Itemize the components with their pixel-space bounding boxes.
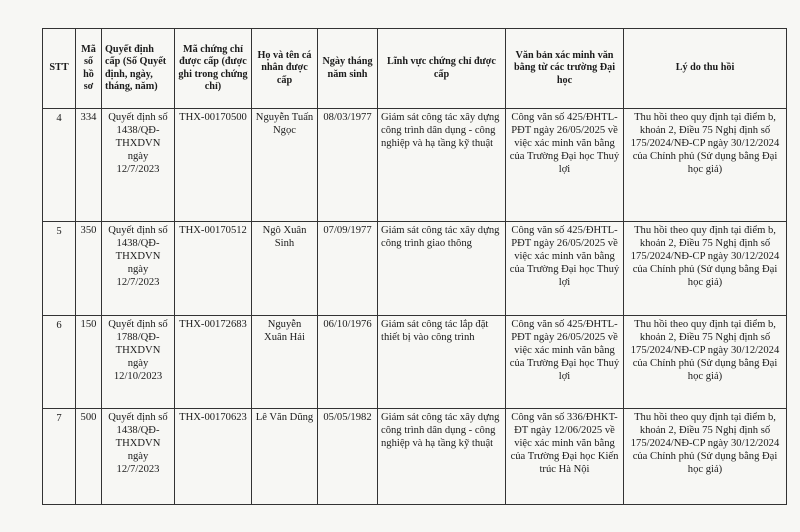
header-ma-chung-chi: Mã chứng chỉ được cấp (được ghi trong chứng chỉ)	[175, 29, 252, 109]
cell-stt: 5	[43, 222, 76, 316]
header-ly-do: Lý do thu hồi	[624, 29, 787, 109]
cell-ly-do: Thu hồi theo quy định tại điểm b, khoản 2, Điều 75 Nghị định số 175/2024/NĐ-CP ngày 30/12/2024 của Chính phủ (Sử dụng bằng Đại học giả)	[624, 409, 787, 505]
cell-ho-ten: Lê Văn Dũng	[252, 409, 318, 505]
table-row	[43, 316, 787, 409]
cell-van-ban: Công văn số 425/ĐHTL-PĐT ngày 26/05/2025 về việc xác minh văn bằng của Trường Đại học Thuỷ lợi	[506, 222, 624, 316]
cell-quyet-dinh: Quyết định số 1438/QĐ-THXDVN ngày 12/7/2023	[102, 109, 175, 222]
cell-quyet-dinh: Quyết định số 1438/QĐ-THXDVN ngày 12/7/2023	[102, 409, 175, 505]
cell-ngay-sinh: 08/03/1977	[318, 109, 378, 222]
revocation-table	[42, 28, 787, 505]
cell-ma-chung-chi: THX-00170512	[175, 222, 252, 316]
cell-van-ban: Công văn số 425/ĐHTL-PĐT ngày 26/05/2025 về việc xác minh văn bằng của Trường Đại học Thuỷ lợi	[506, 109, 624, 222]
cell-ma-so: 350	[76, 222, 102, 316]
header-stt: STT	[43, 29, 76, 109]
cell-quyet-dinh: Quyết định số 1788/QĐ-THXDVN ngày 12/10/2023	[102, 316, 175, 409]
cell-linh-vuc: Giám sát công tác lắp đặt thiết bị vào công trình	[378, 316, 506, 409]
cell-linh-vuc: Giám sát công tác xây dựng công trình dân dụng - công nghiệp và hạ tầng kỹ thuật	[378, 109, 506, 222]
header-quyet-dinh: Quyết định cấp (Số Quyết định, ngày, tháng, năm)	[102, 29, 175, 109]
cell-ngay-sinh: 07/09/1977	[318, 222, 378, 316]
table-row	[43, 222, 787, 316]
cell-ho-ten: Nguyễn Xuân Hải	[252, 316, 318, 409]
cell-ngay-sinh: 05/05/1982	[318, 409, 378, 505]
header-ngay-sinh: Ngày tháng năm sinh	[318, 29, 378, 109]
cell-ngay-sinh: 06/10/1976	[318, 316, 378, 409]
cell-quyet-dinh: Quyết định số 1438/QĐ-THXDVN ngày 12/7/2023	[102, 222, 175, 316]
cell-stt: 4	[43, 109, 76, 222]
header-van-ban: Văn bản xác minh văn bằng từ các trường Đại học	[506, 29, 624, 109]
table-row	[43, 409, 787, 505]
cell-ma-chung-chi: THX-00170623	[175, 409, 252, 505]
cell-ma-so: 150	[76, 316, 102, 409]
cell-linh-vuc: Giám sát công tác xây dựng công trình giao thông	[378, 222, 506, 316]
cell-ma-so: 334	[76, 109, 102, 222]
cell-ma-chung-chi: THX-00170500	[175, 109, 252, 222]
cell-stt: 7	[43, 409, 76, 505]
cell-ly-do: Thu hồi theo quy định tại điểm b, khoản 2, Điều 75 Nghị định số 175/2024/NĐ-CP ngày 30/12/2024 của Chính phủ (Sử dụng bằng Đại học giả)	[624, 109, 787, 222]
cell-van-ban: Công văn số 336/ĐHKT-ĐT ngày 12/06/2025 về việc xác minh văn bằng của Trường Đại học Kiến trúc Hà Nội	[506, 409, 624, 505]
cell-stt: 6	[43, 316, 76, 409]
cell-van-ban: Công văn số 425/ĐHTL-PĐT ngày 26/05/2025 về việc xác minh văn bằng của Trường Đại học Thuỷ lợi	[506, 316, 624, 409]
header-ma-so: Mã số hồ sơ	[76, 29, 102, 109]
cell-ho-ten: Ngô Xuân Sinh	[252, 222, 318, 316]
table-header-row	[43, 29, 787, 109]
cell-linh-vuc: Giám sát công tác xây dựng công trình dân dụng - công nghiệp và hạ tầng kỹ thuật	[378, 409, 506, 505]
cell-ma-chung-chi: THX-00172683	[175, 316, 252, 409]
cell-ma-so: 500	[76, 409, 102, 505]
header-linh-vuc: Lĩnh vực chứng chỉ được cấp	[378, 29, 506, 109]
table-row	[43, 109, 787, 222]
cell-ho-ten: Nguyễn Tuấn Ngọc	[252, 109, 318, 222]
header-ho-ten: Họ và tên cá nhân được cấp	[252, 29, 318, 109]
cell-ly-do: Thu hồi theo quy định tại điểm b, khoản 2, Điều 75 Nghị định số 175/2024/NĐ-CP ngày 30/12/2024 của Chính phủ (Sử dụng bằng Đại học giả)	[624, 316, 787, 409]
cell-ly-do: Thu hồi theo quy định tại điểm b, khoản 2, Điều 75 Nghị định số 175/2024/NĐ-CP ngày 30/12/2024 của Chính phủ (Sử dụng bằng Đại học giả)	[624, 222, 787, 316]
